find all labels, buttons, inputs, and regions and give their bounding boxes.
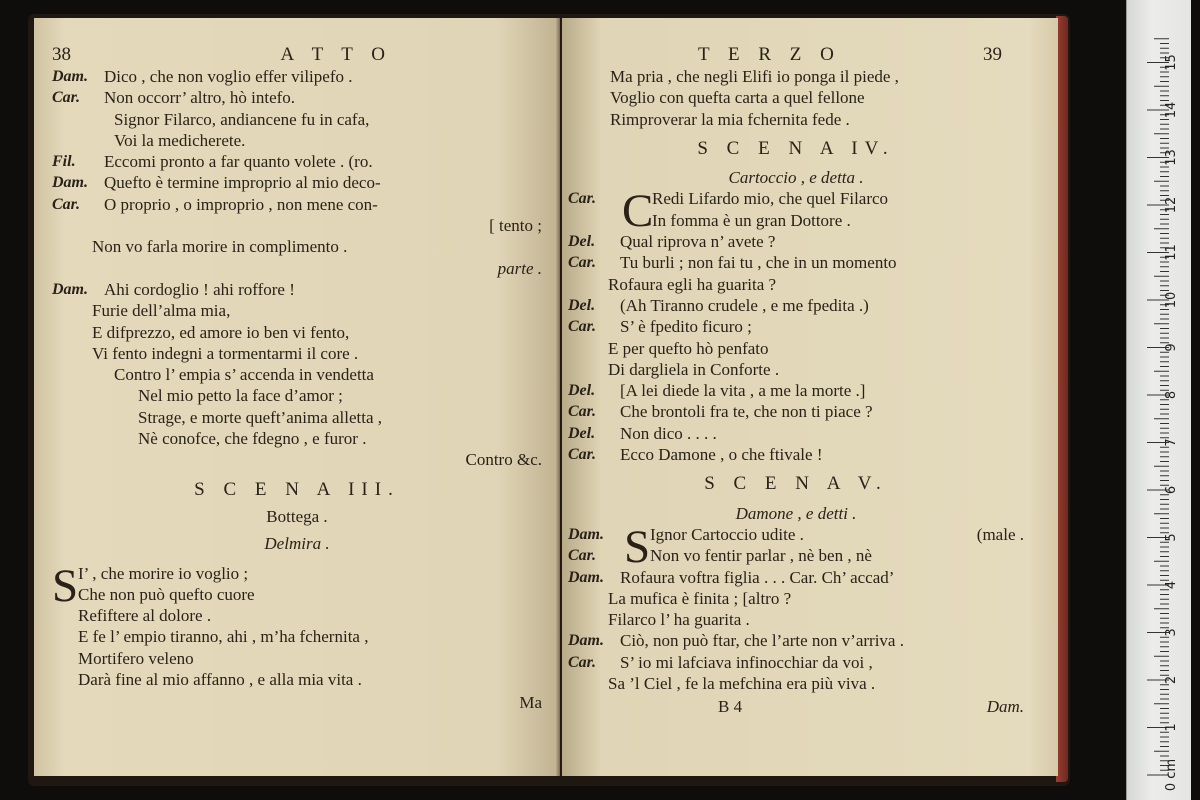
line-text: Di dargliela in Conforte . xyxy=(608,359,780,379)
speaker-label: Car. xyxy=(568,318,597,336)
line-text: Dico , che non voglio effer vilipefo . xyxy=(104,67,353,86)
speaker-label: Dam. xyxy=(52,68,88,85)
line-text: Furie dell’alma mia, xyxy=(92,301,231,321)
verse-line: Mortifero veleno xyxy=(78,648,194,668)
dialogue-line xyxy=(568,316,1024,337)
line-text: Tu burli ; non fai tu , che in un momento xyxy=(620,253,897,273)
line-text: Contro l’ empia s’ accenda in vendetta xyxy=(114,365,374,385)
line-text: [ tento ; xyxy=(489,216,542,236)
line-text: S’ è fpedito ficuro ; xyxy=(620,317,752,337)
dialogue-block xyxy=(568,567,1024,695)
line-text: Eccomi pronto a far quanto volete . (ro. xyxy=(104,152,373,172)
dialogue-line xyxy=(568,423,1024,444)
ruler-label: 6 xyxy=(1164,485,1179,495)
speaker-label: Dam. xyxy=(568,568,604,586)
ruler-label: 0 cm xyxy=(1164,758,1179,792)
ruler-label: 8 xyxy=(1164,390,1179,400)
dialogue-line xyxy=(568,380,1024,401)
verse-line: Voglio con quefta carta a quel fellone xyxy=(610,88,865,108)
speaker-label: Del. xyxy=(568,296,596,314)
line-text: Sa ’l Ciel , fe la mefchina era più viva . xyxy=(608,674,876,694)
page-header xyxy=(52,44,542,66)
speaker-label: Dam. xyxy=(52,280,88,298)
running-title: T E R Z O xyxy=(698,44,841,65)
speaker-label: Car. xyxy=(568,547,597,565)
verse-line xyxy=(52,343,542,364)
verse-line xyxy=(52,449,542,470)
line-text: Non vo farla morire in complimento . xyxy=(92,237,348,257)
page-number: 38 xyxy=(52,44,71,65)
line-text: parte . xyxy=(497,258,542,278)
dialogue-line xyxy=(568,444,1024,465)
line-text: Che brontoli fra te, che non ti piace ? xyxy=(620,402,873,422)
line-text: Non occorr’ altro, hò intefo. xyxy=(104,88,296,108)
ruler-label: 10 xyxy=(1164,291,1179,309)
verse-line xyxy=(568,609,1024,630)
verse-line xyxy=(52,364,542,385)
line-text: Ciò, non può ftar, che l’arte non v’arriva . xyxy=(620,631,904,651)
line-text: Nè conofce, che fdegno , e furor . xyxy=(138,429,367,449)
verse-line: I’ , che morire io voglio ; xyxy=(78,563,249,583)
running-title: A T T O xyxy=(280,44,392,65)
speaker-label: Car. xyxy=(568,403,597,421)
verse-line xyxy=(52,130,542,151)
verse-line xyxy=(52,300,542,321)
verse-line xyxy=(568,338,1024,359)
ruler-label: 15 xyxy=(1164,54,1179,71)
ruler-label: 1 xyxy=(1164,723,1179,732)
dialogue-line xyxy=(568,295,1024,316)
catchword: Ma xyxy=(519,693,542,713)
speaker-label: Del. xyxy=(568,382,596,400)
scene-title: S C E N A V. xyxy=(704,473,888,495)
page-number: 39 xyxy=(983,44,1002,65)
speaker-label: Car. xyxy=(568,653,597,671)
right-page xyxy=(562,18,1058,776)
dialogue-line xyxy=(52,172,542,193)
line-text: Strage, e morte queft’anima alletta , xyxy=(138,407,383,427)
ruler-label: 5 xyxy=(1164,533,1179,542)
line-text: Signor Filarco, andiancene fu in cafa, xyxy=(114,109,370,129)
ruler-label: 13 xyxy=(1164,149,1179,166)
scene-title: S C E N A III. xyxy=(194,478,400,500)
verse-line-overflow: (male . xyxy=(976,524,1024,544)
dialogue-line xyxy=(52,279,542,300)
verse-line xyxy=(568,274,1024,295)
ruler-scale xyxy=(1127,0,1191,800)
verse-line: Rimproverar la mia fchernita fede . xyxy=(610,109,850,129)
scene-characters: Delmira . xyxy=(264,534,330,554)
line-text: Contro &c. xyxy=(465,450,542,470)
ruler-label: 11 xyxy=(1164,244,1179,261)
dialogue-line xyxy=(568,252,1024,273)
verse-line xyxy=(52,385,542,406)
dialogue-line xyxy=(52,151,542,172)
ruler-label: 12 xyxy=(1164,196,1179,214)
verse-block xyxy=(52,559,542,691)
measuring-ruler xyxy=(1126,0,1191,800)
line-text: Non dico . . . . xyxy=(620,423,717,443)
speaker-label: Del. xyxy=(568,233,596,251)
scene-title: S C E N A IV. xyxy=(697,137,895,159)
verse-line xyxy=(52,236,542,257)
scene4-opening xyxy=(568,185,1024,238)
line-text: Filarco l’ ha guarita . xyxy=(608,610,750,630)
speaker-label: Car. xyxy=(568,446,597,464)
line-text: Ecco Damone , o che ftivale ! xyxy=(620,445,823,465)
speaker-label: Fil. xyxy=(52,153,76,171)
verse-line xyxy=(52,322,542,343)
speaker-label: Dam. xyxy=(52,174,88,192)
dialogue-line xyxy=(568,652,1024,673)
verse-line xyxy=(52,428,542,449)
line-text: S’ io mi lafciava infinocchiar da voi , xyxy=(620,652,873,672)
line-text: Nel mio petto la face d’amor ; xyxy=(138,386,343,406)
left-page xyxy=(34,18,560,776)
line-text: [A lei diede la vita , a me la morte .] xyxy=(620,381,866,401)
verse-line: Ignor Cartoccio udite . xyxy=(650,524,804,544)
verse-line: E fe l’ empio tiranno, ahi , m’ha fchernita , xyxy=(78,627,369,647)
dialogue-line xyxy=(568,630,1024,651)
dialogue-line xyxy=(52,194,542,215)
opening-lines xyxy=(568,66,1024,130)
dialogue-block xyxy=(568,231,1024,465)
line-text: Quefto è termine improprio al mio deco- xyxy=(104,173,381,193)
dialogue-line xyxy=(568,401,1024,422)
verse-line: Non vo fentir parlar , nè ben , nè xyxy=(650,546,872,566)
line-text: O proprio , o improprio , non mene con- xyxy=(104,194,378,214)
speaker-label: Car. xyxy=(52,195,81,213)
verse-line: Che non può quefto cuore xyxy=(78,584,255,604)
line-text: E difprezzo, ed amore io ben vi fento, xyxy=(92,322,350,342)
scene-characters: Damone , e detti . xyxy=(735,503,857,523)
speaker-label: Del. xyxy=(568,424,596,442)
verse-line xyxy=(568,673,1024,694)
speaker-label: Dam. xyxy=(568,525,604,543)
scene-setting: Bottega . xyxy=(266,506,328,526)
line-text: E per quefto hò penfato xyxy=(608,338,769,358)
drop-cap: S xyxy=(52,559,79,612)
verse-line xyxy=(52,258,542,279)
ruler-label: 2 xyxy=(1164,675,1179,685)
verse-line: Refiftere al dolore . xyxy=(78,606,212,626)
verse-line: Redi Lifardo mio, che quel Filarco xyxy=(652,189,889,209)
line-text: Ahi cordoglio ! ahi roffore ! xyxy=(104,279,295,299)
ruler-label: 14 xyxy=(1164,101,1179,119)
line-text: (Ah Tiranno crudele , e me fpedita .) xyxy=(620,295,869,315)
scene-characters: Cartoccio , e detta . xyxy=(728,168,864,188)
speaker-label: Car. xyxy=(568,254,597,272)
verse-line xyxy=(52,215,542,236)
verse-line: In fomma è un gran Dottore . xyxy=(652,210,851,230)
signature-mark: B 4 xyxy=(718,697,743,717)
dialogue-line xyxy=(52,87,542,108)
page-header xyxy=(568,44,1024,66)
speaker-label: Car. xyxy=(568,190,597,208)
line-text: Voi la medicherete. xyxy=(114,130,246,150)
page-footer xyxy=(568,696,1024,717)
verse-line: Darà fine al mio affanno , e alla mia vita . xyxy=(78,670,362,690)
drop-cap: S xyxy=(624,520,651,573)
line-text: La mufica è finita ; [altro ? xyxy=(608,588,792,608)
dialogue-line xyxy=(52,66,542,87)
verse-line xyxy=(52,109,542,130)
dialogue-block xyxy=(52,66,542,471)
scene5-opening xyxy=(568,520,1024,573)
line-text: Rofaura voftra figlia . . . Car. Ch’ accad’ xyxy=(620,567,895,587)
verse-line xyxy=(52,407,542,428)
line-text: Rofaura egli ha guarita ? xyxy=(608,274,777,294)
ruler-label: 4 xyxy=(1164,580,1179,590)
drop-cap: C xyxy=(622,185,654,238)
speaker-label: Dam. xyxy=(568,632,604,650)
verse-line: Ma pria , che negli Elifi io ponga il piede , xyxy=(610,67,899,86)
verse-line xyxy=(568,359,1024,380)
speaker-label: Car. xyxy=(52,89,81,107)
line-text: Vi fento indegni a tormentarmi il core . xyxy=(92,343,359,363)
ruler-label: 3 xyxy=(1164,628,1179,637)
ruler-label: 9 xyxy=(1164,343,1179,352)
ruler-label: 7 xyxy=(1164,438,1179,447)
line-text: Qual riprova n’ avete ? xyxy=(620,232,776,252)
verse-line xyxy=(568,588,1024,609)
catchword: Dam. xyxy=(986,697,1024,717)
